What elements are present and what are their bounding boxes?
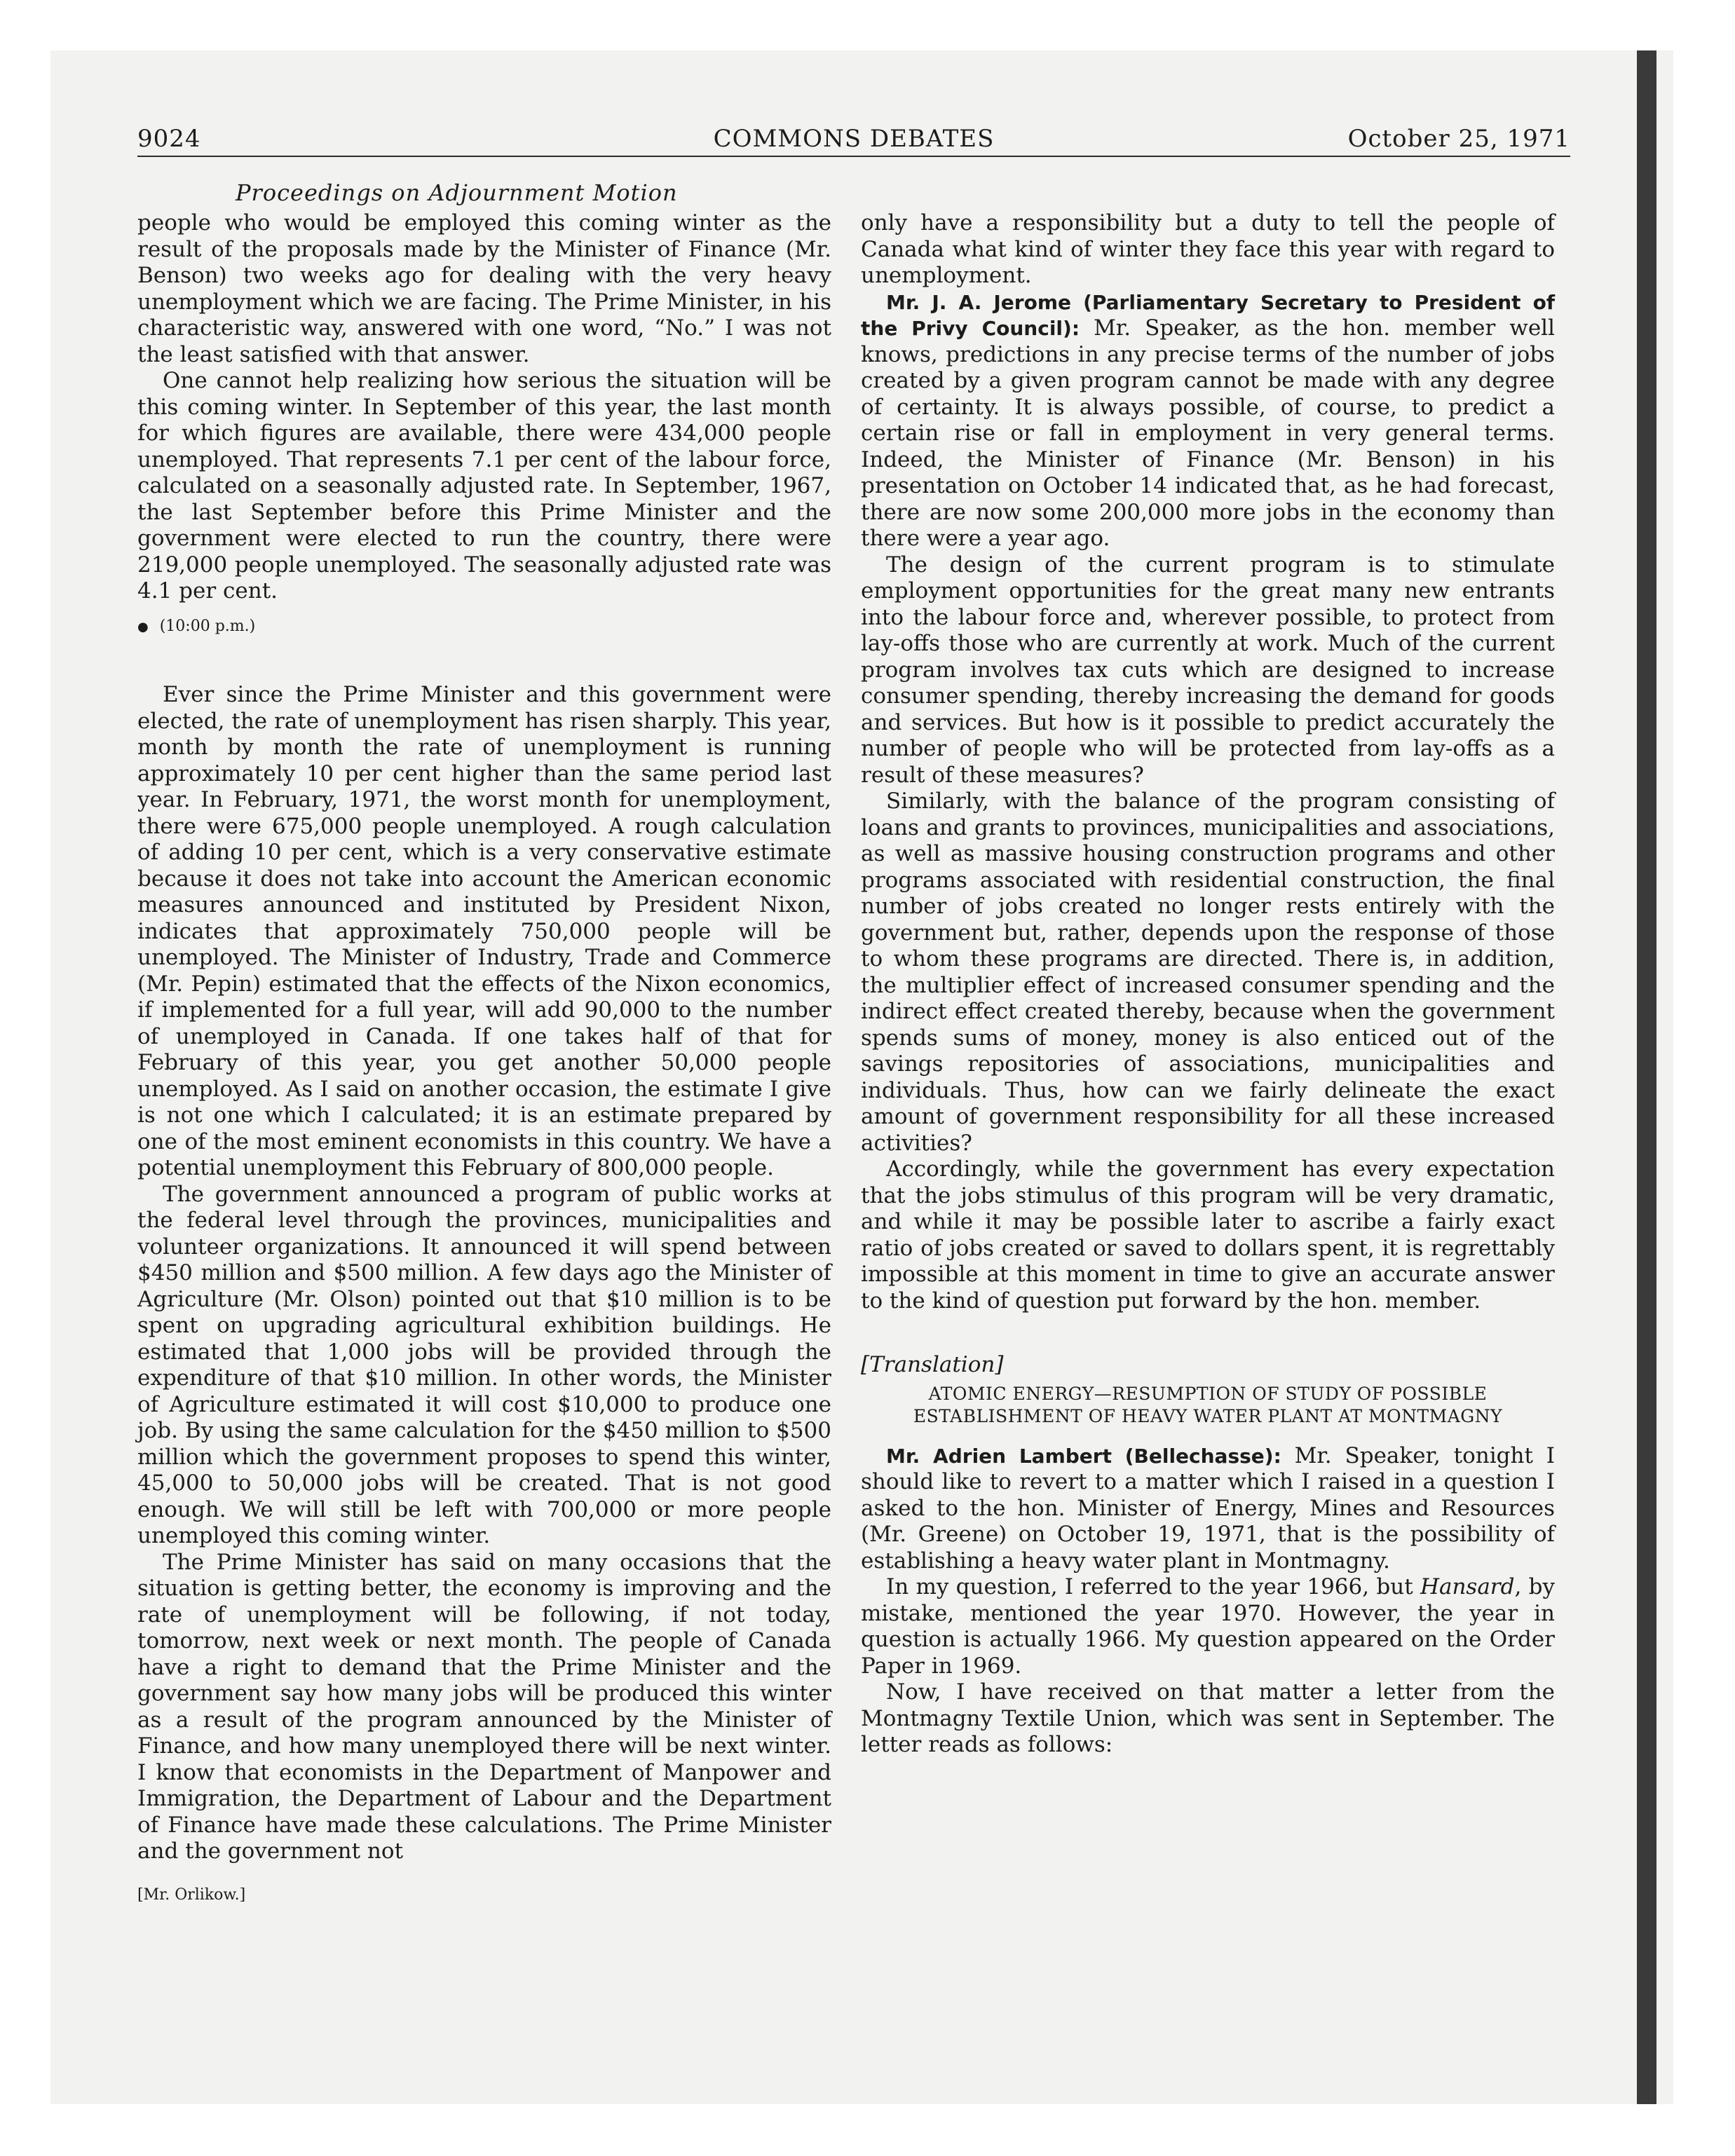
paragraph-text: In my question, I referred to the year 1966, but — [886, 1574, 1413, 1599]
paragraph: The design of the current program is to stimulate employment opportunities for the great many new entrants into the labour force and, wherever possible, to protect from lay-offs those who are currently at work. Much of the current program involves tax cuts which are designed to increase consumer spending, thereby increasing the demand for goods and services. But how is it possible to predict accurately the number of people who will be protected from lay-offs as a result of these measures? — [861, 552, 1555, 788]
running-head — [137, 125, 1570, 157]
timestamp — [137, 613, 831, 641]
section-subheading: Proceedings on Adjournment Motion — [236, 179, 678, 206]
paragraph: Now, I have received on that matter a letter from the Montmagny Textile Union, which was sent in September. The letter reads as follows: — [861, 1679, 1555, 1757]
publication-date: October 25, 1971 — [1347, 125, 1570, 153]
paragraph-text: , by mistake, mentioned the year 1970. However, the year in question is actually 1966. My question appeared on the Order Paper in 1969. — [861, 1574, 1555, 1679]
paragraph: The Prime Minister has said on many occasions that the situation is getting better, the economy is improving and the rate of unemployment will be following, if not today, tomorrow, next week or next month. The people of Canada have a right to demand that the Prime Minister and the government say how many jobs will be produced this winter as a result of the program announced by the Minister of Finance, and how many unemployed there will be next winter. I know that economists in the Department of Manpower and Immigration, the Department of Labour and the Department of Finance have made these calculations. The Prime Minister and the government not — [137, 1549, 831, 1864]
paragraph — [861, 289, 1555, 552]
debate-heading: ATOMIC ENERGY—RESUMPTION OF STUDY OF POSSIBLE ESTABLISHMENT OF HEAVY WATER PLANT AT MONTMAGNY — [913, 1383, 1503, 1426]
paragraph — [861, 1574, 1555, 1679]
paragraph: The government announced a program of public works at the federal level through the provinces, municipalities and volunteer organizations. It announced it will spend between $450 million and $500 million. A few days ago the Minister of Agriculture (Mr. Olson) pointed out that $10 million is to be spent on upgrading agricultural exhibition buildings. He estimated that 1,000 jobs will be provided through the expenditure of that $10 million. In other words, the Minister of Agriculture estimated it will cost $10,000 to produce one job. By using the same calculation for the $450 million to $500 million which the government proposes to spend this winter, 45,000 to 50,000 jobs will be created. That is not good enough. We will still be left with 700,000 or more people unemployed this coming winter. — [137, 1181, 831, 1548]
scan-edge — [1637, 50, 1656, 2104]
speaker-name: Mr. Adrien Lambert (Bellechasse): — [886, 1444, 1281, 1468]
speech-text: Mr. Speaker, as the hon. member well knows, predictions in any precise terms of the number of jobs created by a given program cannot be made with any degree of certainty. It is always possible, of course, to predict a certain rise or fall in employment in very general terms. Indeed, the Minister of Finance (Mr. Benson) in his presentation on October 14 indicated that, as he had forecast, there are now some 200,000 more jobs in the economy than there were a year ago. — [861, 315, 1555, 551]
timestamp-text: (10:00 p.m.) — [159, 617, 256, 635]
bullet-icon: ● — [137, 619, 149, 634]
paragraph: Similarly, with the balance of the program consisting of loans and grants to provinces, municipalities and associations, as well as massive housing construction programs and other programs associated with residential construction, the final number of jobs created no longer rests entirely with the government but, rather, depends upon the response of those to whom these programs are directed. There is, in addition, the multiplier effect of increased consumer spending and the indirect effect created thereby, because when the government spends sums of money, money is also enticed out of the savings repositories of associations, municipalities and individuals. Thus, how can we fairly delineate the exact amount of government responsibility for all these increased activities? — [861, 789, 1555, 1156]
paragraph: Accordingly, while the government has every expectation that the jobs stimulus of this program will be very dramatic, and while it may be possible later to ascribe a fairly exact ratio of jobs created or saved to dollars spent, it is regrettably impossible at this moment in time to give an accurate answer to the kind of question put forward by the hon. member. — [861, 1157, 1555, 1314]
speaker-footer: [Mr. Orlikow.] — [137, 1885, 246, 1904]
page-number: 9024 — [137, 125, 201, 153]
paragraph: One cannot help realizing how serious the situation will be this coming winter. In September of this year, the last month for which figures are available, there were 434,000 people unemployed. That represents 7.1 per cent of the labour force, calculated on a seasonally adjusted rate. In September, 1967, the last September before this Prime Minister and the government were elected to run the country, there were 219,000 people unemployed. The seasonally adjusted rate was 4.1 per cent. — [137, 368, 831, 603]
left-column — [137, 210, 831, 1908]
paragraph: people who would be employed this coming winter as the result of the proposals made by the Minister of Finance (Mr. Benson) two weeks ago for dealing with the very heavy unemployment which we are facing. The Prime Minister, in his characteristic way, answered with one word, “No.” I was not the least satisfied with that answer. — [137, 210, 831, 367]
publication-title: COMMONS DEBATES — [713, 125, 995, 153]
speech-text: Mr. Speaker, tonight I should like to revert to a matter which I raised in a question I asked to the hon. Minister of Energy, Mines and Resources (Mr. Greene) on October 19, 1971, that is the possibility of establishing a heavy water plant in Montmagny. — [861, 1442, 1556, 1574]
paragraph — [861, 1443, 1555, 1575]
translation-label: [Translation] — [861, 1352, 1004, 1377]
paragraph: only have a responsibility but a duty to tell the people of Canada what kind of winter they face this year with regard to unemployment. — [861, 210, 1555, 288]
right-column — [861, 210, 1555, 1759]
paragraph: Ever since the Prime Minister and this government were elected, the rate of unemployment has risen sharply. This year, month by month the rate of unemployment is running approximately 10 per cent higher than the same period last year. In February, 1971, the worst month for unemployment, there were 675,000 people unemployed. A rough calculation of adding 10 per cent, which is a very conservative estimate because it does not take into account the American economic measures announced and instituted by President Nixon, indicates that approximately 750,000 people will be unemployed. The Minister of Industry, Trade and Commerce (Mr. Pepin) estimated that the effects of the Nixon economics, if implemented for a full year, will add 90,000 to the number of unemployed in Canada. If one takes half of that for February of this year, you get another 50,000 people unemployed. As I said on another occasion, the estimate I give is not one which I calculated; it is an estimate prepared by one of the most eminent economists in this country. We have a potential unemployment this February of 800,000 people. — [137, 682, 831, 1180]
speaker-name: Mr. J. A. Jerome (Parliamentary Secretary to President of the Privy Council): — [861, 290, 1555, 340]
hansard-italic: Hansard — [1420, 1574, 1515, 1599]
